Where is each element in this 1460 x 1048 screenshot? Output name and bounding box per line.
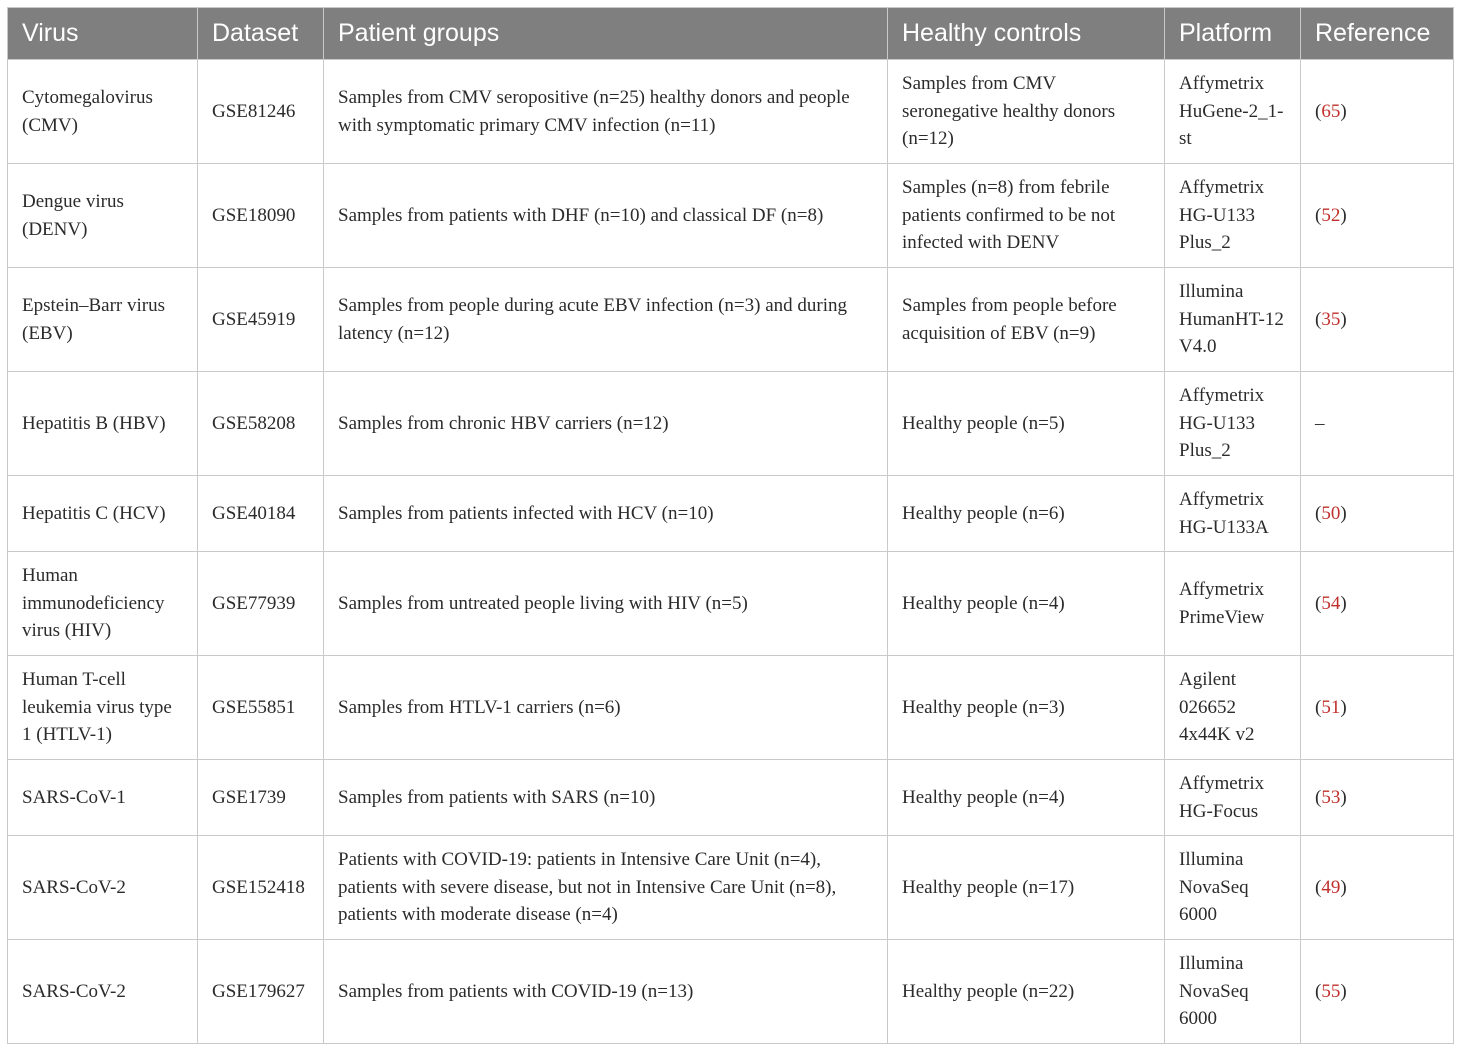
dataset-cell: GSE45919	[198, 268, 324, 372]
healthy-controls-cell: Healthy people (n=4)	[888, 760, 1165, 836]
healthy-controls-cell: Healthy people (n=4)	[888, 552, 1165, 656]
platform-cell: Affymetrix HuGene-2_1-st	[1165, 60, 1301, 164]
reference-cell: (52)	[1301, 164, 1454, 268]
reference-cell: (53)	[1301, 760, 1454, 836]
platform-cell: Affymetrix HG-U133 Plus_2	[1165, 372, 1301, 476]
table-row	[8, 836, 1454, 940]
patient-groups-cell: Patients with COVID-19: patients in Intensive Care Unit (n=4), patients with severe disease, but not in Intensive Care Unit (n=8), patients with moderate disease (n=4)	[324, 836, 888, 940]
column-header-dataset: Dataset	[198, 8, 324, 60]
platform-cell: Affymetrix HG-U133A	[1165, 476, 1301, 552]
platform-cell: Agilent 026652 4x44K v2	[1165, 656, 1301, 760]
healthy-controls-cell: Samples from CMV seronegative healthy donors (n=12)	[888, 60, 1165, 164]
reference-link[interactable]: 55	[1321, 980, 1341, 1002]
reference-cell: (49)	[1301, 836, 1454, 940]
reference-link[interactable]: 65	[1321, 100, 1341, 122]
column-header-platform: Platform	[1165, 8, 1301, 60]
patient-groups-cell: Samples from patients with SARS (n=10)	[324, 760, 888, 836]
reference-cell: (55)	[1301, 940, 1454, 1044]
virus-cell: Epstein–Barr virus (EBV)	[8, 268, 198, 372]
platform-cell: Illumina NovaSeq 6000	[1165, 940, 1301, 1044]
table-row	[8, 476, 1454, 552]
column-header-reference: Reference	[1301, 8, 1454, 60]
healthy-controls-cell: Healthy people (n=6)	[888, 476, 1165, 552]
healthy-controls-cell: Healthy people (n=22)	[888, 940, 1165, 1044]
dataset-cell: GSE58208	[198, 372, 324, 476]
reference-link[interactable]: 51	[1321, 696, 1341, 718]
patient-groups-cell: Samples from CMV seropositive (n=25) healthy donors and people with symptomatic primary CMV infection (n=11)	[324, 60, 888, 164]
table-row	[8, 164, 1454, 268]
table-row	[8, 552, 1454, 656]
platform-cell: Affymetrix PrimeView	[1165, 552, 1301, 656]
dataset-cell: GSE40184	[198, 476, 324, 552]
dataset-cell: GSE18090	[198, 164, 324, 268]
virus-cell: SARS-CoV-2	[8, 940, 198, 1044]
table-row	[8, 940, 1454, 1044]
reference-cell: (51)	[1301, 656, 1454, 760]
patient-groups-cell: Samples from HTLV-1 carriers (n=6)	[324, 656, 888, 760]
patient-groups-cell: Samples from patients infected with HCV (n=10)	[324, 476, 888, 552]
table-row	[8, 656, 1454, 760]
virus-cell: Hepatitis C (HCV)	[8, 476, 198, 552]
virus-cell: SARS-CoV-2	[8, 836, 198, 940]
reference-cell: (50)	[1301, 476, 1454, 552]
reference-cell: (65)	[1301, 60, 1454, 164]
virus-cell: Cytomegalovirus (CMV)	[8, 60, 198, 164]
dataset-cell: GSE179627	[198, 940, 324, 1044]
virus-cell: Hepatitis B (HBV)	[8, 372, 198, 476]
dataset-cell: GSE77939	[198, 552, 324, 656]
healthy-controls-cell: Healthy people (n=5)	[888, 372, 1165, 476]
table-row	[8, 60, 1454, 164]
patient-groups-cell: Samples from people during acute EBV infection (n=3) and during latency (n=12)	[324, 268, 888, 372]
reference-link[interactable]: 53	[1321, 786, 1341, 808]
virus-cell: Dengue virus (DENV)	[8, 164, 198, 268]
platform-cell: Affymetrix HG-Focus	[1165, 760, 1301, 836]
table-row	[8, 268, 1454, 372]
dataset-cell: GSE81246	[198, 60, 324, 164]
patient-groups-cell: Samples from patients with COVID-19 (n=13)	[324, 940, 888, 1044]
patient-groups-cell: Samples from patients with DHF (n=10) and classical DF (n=8)	[324, 164, 888, 268]
column-header-virus: Virus	[8, 8, 198, 60]
reference-link[interactable]: 52	[1321, 204, 1341, 226]
dataset-cell: GSE152418	[198, 836, 324, 940]
virus-cell: SARS-CoV-1	[8, 760, 198, 836]
dataset-cell: GSE55851	[198, 656, 324, 760]
platform-cell: Affymetrix HG-U133 Plus_2	[1165, 164, 1301, 268]
patient-groups-cell: Samples from chronic HBV carriers (n=12)	[324, 372, 888, 476]
platform-cell: Illumina NovaSeq 6000	[1165, 836, 1301, 940]
healthy-controls-cell: Samples (n=8) from febrile patients confirmed to be not infected with DENV	[888, 164, 1165, 268]
reference-link[interactable]: 49	[1321, 876, 1341, 898]
healthy-controls-cell: Healthy people (n=3)	[888, 656, 1165, 760]
reference-cell: (35)	[1301, 268, 1454, 372]
reference-cell: (54)	[1301, 552, 1454, 656]
virus-datasets-table	[7, 7, 1454, 1044]
table-row	[8, 760, 1454, 836]
dataset-cell: GSE1739	[198, 760, 324, 836]
reference-link[interactable]: 54	[1321, 592, 1341, 614]
platform-cell: Illumina HumanHT-12 V4.0	[1165, 268, 1301, 372]
column-header-healthy-controls: Healthy controls	[888, 8, 1165, 60]
reference-link[interactable]: 35	[1321, 308, 1341, 330]
virus-cell: Human T-cell leukemia virus type 1 (HTLV-1)	[8, 656, 198, 760]
healthy-controls-cell: Healthy people (n=17)	[888, 836, 1165, 940]
column-header-patient-groups: Patient groups	[324, 8, 888, 60]
reference-cell: –	[1301, 372, 1454, 476]
table-row	[8, 372, 1454, 476]
patient-groups-cell: Samples from untreated people living with HIV (n=5)	[324, 552, 888, 656]
healthy-controls-cell: Samples from people before acquisition of EBV (n=9)	[888, 268, 1165, 372]
virus-cell: Human immunodeficiency virus (HIV)	[8, 552, 198, 656]
header-row	[8, 8, 1454, 60]
reference-link[interactable]: 50	[1321, 502, 1341, 524]
